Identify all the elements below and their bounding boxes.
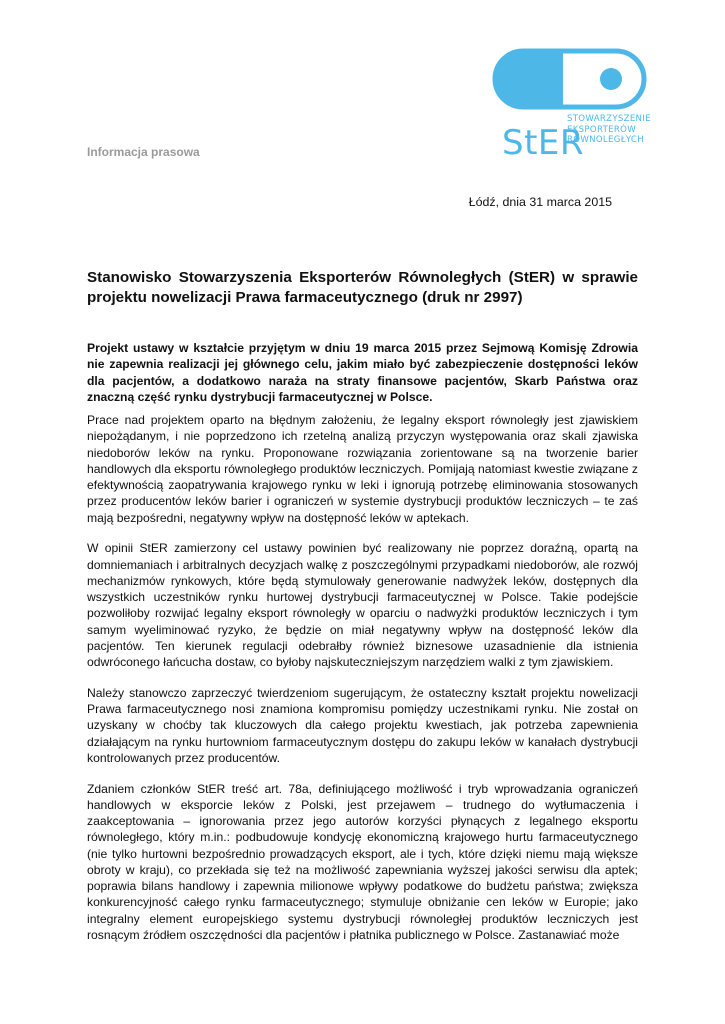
logo-name-line-3: RÓWNOLEGŁYCH [567,135,644,145]
logo-association-name [567,114,657,146]
document-body [87,340,638,958]
logo-name-line-2: EKSPORTERÓW [567,124,637,135]
body-paragraph-1: Prace nad projektem oparto na błędnym założeniu, że legalny eksport równoległy jest zjawiskiem niepożądanym, i nie poprzedzono ich rzetelną analizą przyczyn występowania oraz skali zjawiska niedoborów leków na rynku. Proponowane rozwiązania zorientowane są na tworzenie barier handlowych dla eksportu równoległego produktów leczniczych. Pomijają natomiast kwestie związane z efektywnością zaopatrywania krajowego rynku w leki i ignorują potrzebę eliminowania stosowanych przez producentów leków barier i ograniczeń w systemie dystrybucji produktów leczniczych – te zaś mają bezpośredni, negatywny wpływ na dostępność leków w aptekach. [87,413,638,525]
logo-dot [600,68,622,90]
document-date: Łódź, dnia 31 marca 2015 [468,195,612,209]
document-title: Stanowisko Stowarzyszenia Eksporterów Równoległych (StER) w sprawie projektu nowelizacji Prawa farmaceutycznego (druk nr 2997) [87,269,638,306]
press-release-label: Informacja prasowa [87,145,200,159]
body-paragraph-4: Zdaniem członków StER treść art. 78a, definiującego możliwość i tryb wprowadzania ograniczeń handlowych w eksporcie leków z Polski, jest przejawem – trudnego do wytłumaczenia i zaakceptowania – ignorowania przez jego autorów korzyści płynących z legalnego eksportu równoległego, który m.in.: podbudowuje kondycję ekonomiczną krajowego hurtu farmaceutycznego (nie tylko hurtowni bezpośrednio prowadzących eksport, ale i tych, które dzięki niemu mają większe obroty w kraju), co przekłada się też na możliwość zapewniania wyższej jakości serwisu dla aptek; poprawia bilans handlowy i zapewnia milionowe wpływy podatkowe do budżetu państwa; zwiększa konkurencyjność całego rynku farmaceutycznego; stymuluje obniżanie cen leków w Europie; jako integralny element europejskiego systemu dystrybucji równoległej produktów leczniczych jest rosnącym źródłem oszczędności dla pacjentów i płatnika publicznego w Polsce. Zastanawiać może [87,781,638,942]
body-paragraph-2: W opinii StER zamierzony cel ustawy powinien być realizowany nie poprzez doraźną, opartą na domniemaniach i arbitralnych decyzjach walkę z poszczególnymi przypadkami niedoborów, ale rozwój mechanizmów rynkowych, które będą stymulowały generowanie nadwyżek leków, dostępnych dla wszystkich uczestników rynku hurtowej dystrybucji farmaceutycznej w Polsce. Takie podejście pozwoliłoby rozwijać legalny eksport równoległy w oparciu o nadwyżki produktów leczniczych i tym samym wyeliminować ryzyko, że będzie on miał negatywny wpływ na dostępność leków dla pacjentów. Ten kierunek regulacji odebrałby również biznesowe uzasadnienie dla istnienia odwróconego łańcucha dostaw, co byłoby najskuteczniejszym narzędziem walki z tym zjawiskiem. [87,541,638,669]
logo-mark: StER [502,123,585,160]
logo-name-line-1: STOWARZYSZENIE [567,114,651,124]
lead-paragraph: Projekt ustawy w kształcie przyjętym w dniu 19 marca 2015 przez Sejmową Komisję Zdrowia nie zapewnia realizacji jej głównego celu, jakim miało być zabezpieczenie dostępności leków dla pacjentów, a dodatkowo naraża na straty finansowe pacjentów, Skarb Państwa oraz znaczną część rynku dystrybucji farmaceutycznej w Polsce. [87,341,638,404]
body-paragraph-3: Należy stanowczo zaprzeczyć twierdzeniom sugerującym, że ostateczny kształt projektu nowelizacji Prawa farmaceutycznego nosi znamiona kompromisu pomiędzy uczestnikami rynku. Nie został on uzyskany w choćby tak kluczowych dla całego projektu kwestiach, jak potrzeba zapewnienia działającym na rynku hurtowniom farmaceutycznym dostępu do zakupu leków w kanałach dystrybucji kontrolowanych przez producentów. [87,685,638,765]
